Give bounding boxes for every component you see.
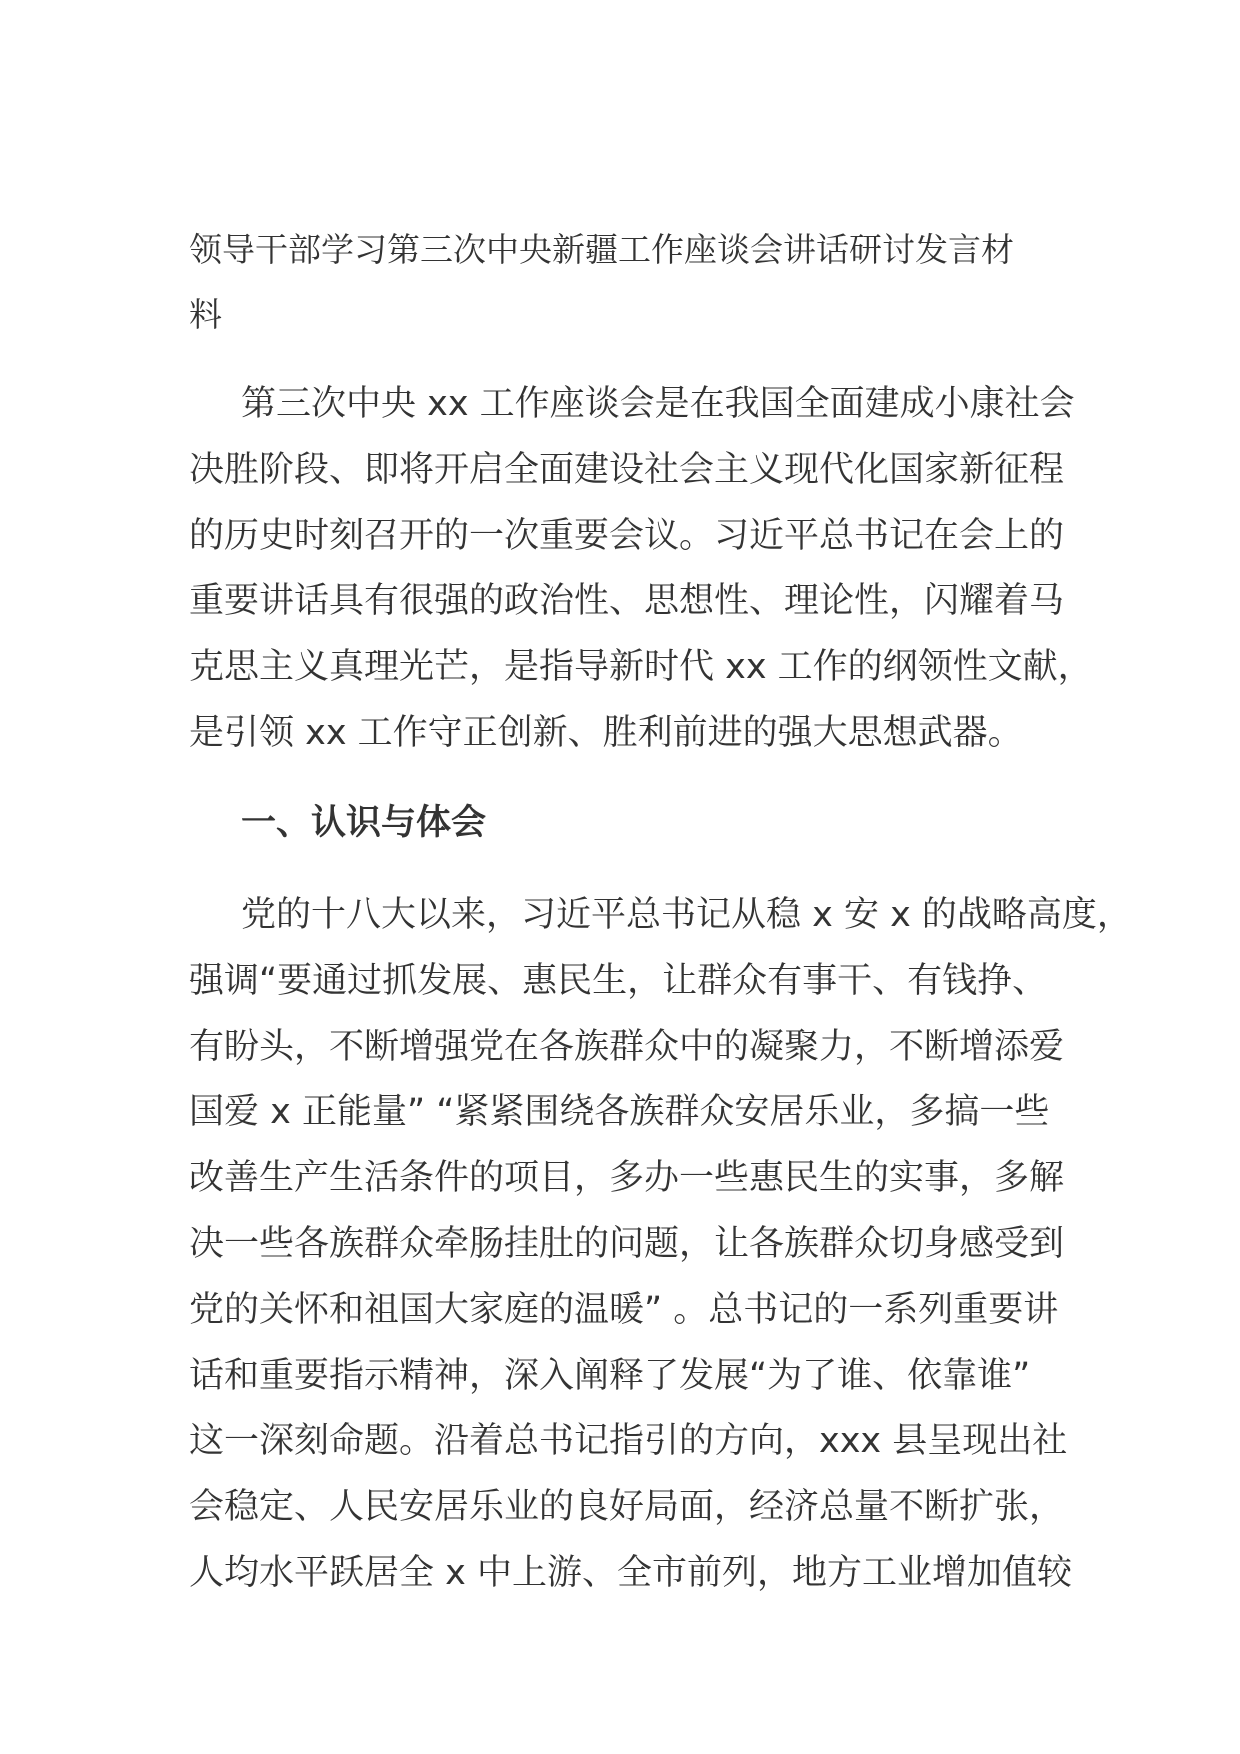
paragraph-line: 决胜阶段、即将开启全面建设社会主义现代化国家新征程 [189, 449, 1065, 490]
document-title [189, 217, 1059, 347]
paragraph-line: 的历史时刻召开的一次重要会议。习近平总书记在会上的 [189, 515, 1065, 556]
paragraph-line: 是引领 xx 工作守正创新、胜利前进的强大思想武器。 [189, 712, 1023, 753]
paragraph-line: 强调“要通过抓发展、惠民生，让群众有事干、有钱挣、 [189, 960, 1048, 1001]
paragraph-line: 克思主义真理光芒，是指导新时代 xx 工作的纲领性文献， [189, 647, 1093, 688]
intro-paragraph [189, 372, 1093, 767]
paragraph-line: 人均水平跃居全 x 中上游、全市前列，地方工业增加值较 [189, 1552, 1072, 1593]
title-line: 领导干部学习第三次中央新疆工作座谈会讲话研讨发言材 [189, 230, 1014, 269]
section-heading: 一、认识与体会 [241, 803, 487, 843]
paragraph-line: 有盼头，不断增强党在各族群众中的凝聚力，不断增添爱 [189, 1026, 1065, 1067]
paragraph-line: 决一些各族群众牵肠挂肚的问题，让各族群众切身感受到 [189, 1223, 1065, 1264]
paragraph-line: 改善生产生活条件的项目，多办一些惠民生的实事，多解 [189, 1158, 1065, 1199]
paragraph-line: 重要讲话具有很强的政治性、思想性、理论性，闪耀着马 [189, 581, 1065, 622]
paragraph-line: 党的十八大以来，习近平总书记从稳 x 安 x 的战略高度， [241, 895, 1132, 935]
paragraph-line: 会稳定、人民安居乐业的良好局面，经济总量不断扩张， [189, 1487, 1065, 1528]
title-line: 料 [189, 295, 222, 334]
paragraph-line: 党的关怀和祖国大家庭的温暖” 。总书记的一系列重要讲 [189, 1289, 1059, 1330]
paragraph-line: 这一深刻命题。沿着总书记指引的方向，xxx 县呈现出社 [189, 1421, 1068, 1462]
paragraph-line: 话和重要指示精神，深入阐释了发展“为了谁、依靠谁” [189, 1355, 1031, 1396]
paragraph-line: 国爱 x 正能量” “紧紧围绕各族群众安居乐业，多搞一些 [189, 1092, 1050, 1133]
body-paragraph [189, 883, 1132, 1607]
paragraph-line: 第三次中央 xx 工作座谈会是在我国全面建成小康社会 [241, 384, 1075, 424]
